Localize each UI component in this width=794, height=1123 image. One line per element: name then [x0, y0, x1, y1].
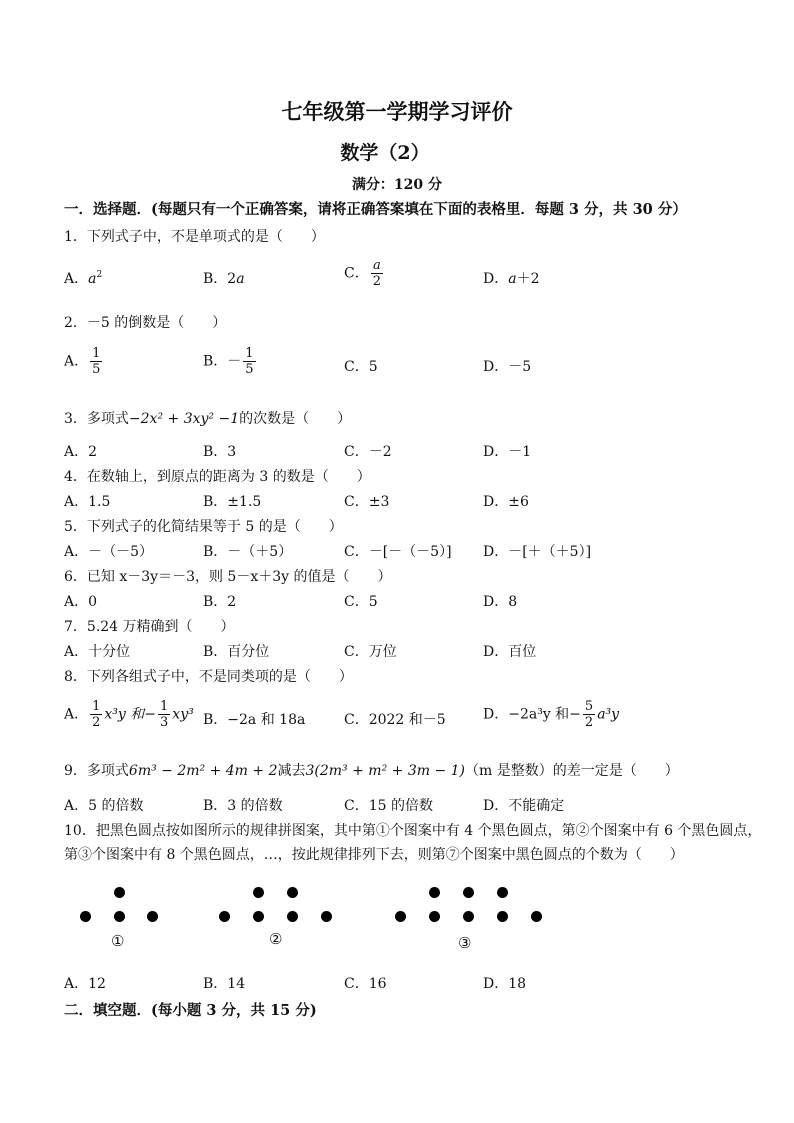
q1-c-den: 2	[372, 274, 381, 289]
q1-a-var: a	[88, 271, 97, 287]
q2-option-d: D．－5	[483, 359, 532, 375]
q1-d-var: a	[508, 271, 517, 287]
q2-b-den: 5	[245, 362, 254, 377]
q9-option-d: D．不能确定	[483, 798, 565, 814]
pattern-3-dot	[463, 911, 474, 922]
q2-a-num: 1	[92, 346, 101, 361]
q10-option-b: B．14	[203, 976, 246, 992]
q1-c-num: a	[371, 258, 383, 274]
pattern-3-dot	[497, 887, 508, 898]
q7-option-b: B．百分位	[203, 644, 270, 660]
q3-polynomial: −2x² + 3xy² −1	[128, 411, 240, 427]
question-1-stem: 1．下列式子中，不是单项式的是（ ）	[64, 229, 325, 245]
q10-option-d: D．18	[483, 976, 527, 992]
q3-stem-post: 的次数是（ ）	[239, 411, 352, 427]
q8-a-den2: 3	[160, 715, 169, 730]
pattern-2-label: ②	[269, 930, 283, 948]
q3-stem-pre: 3．多项式	[64, 411, 129, 427]
pattern-3-dot	[429, 887, 440, 898]
q1-d-label: D．	[483, 271, 509, 287]
q1-option-b	[203, 268, 245, 288]
question-4-stem: 4．在数轴上，到原点的距离为 3 的数是（ ）	[64, 469, 371, 485]
q7-option-c: C．万位	[344, 644, 397, 660]
q8-a-end: xy³	[172, 706, 194, 723]
q5-option-d: D．－[＋（＋5）]	[483, 544, 592, 560]
question-8-stem: 8．下列各组式子中，不是同类项的是（ ）	[64, 669, 353, 685]
q1-b-label: B．2	[203, 271, 237, 287]
q8-a-den1: 2	[92, 715, 101, 730]
q9-stem-post: （m 是整数）的差一定是（ ）	[465, 763, 679, 779]
q1-option-c	[344, 258, 385, 289]
q6-option-d: D．8	[483, 594, 518, 610]
question-5-stem: 5．下列式子的化简结果等于 5 的是（ ）	[64, 519, 343, 535]
q9-option-c: C．15 的倍数	[344, 798, 433, 814]
pattern-3-dot	[531, 911, 542, 922]
pattern-2-dot	[253, 911, 264, 922]
q8-a-mid: x³y 和−	[104, 706, 157, 723]
q1-option-d	[483, 268, 540, 288]
pattern-2-dot	[287, 911, 298, 922]
pattern-2-dot	[253, 887, 264, 898]
q8-d-fraction	[583, 699, 595, 730]
pattern-3-dot	[497, 911, 508, 922]
q1-d-rest: ＋2	[516, 271, 540, 287]
q2-a-fraction	[90, 346, 102, 377]
q9-stem-mid: 减去	[277, 763, 306, 779]
q6-option-c: C．5	[344, 594, 378, 610]
q7-option-d: D．百位	[483, 644, 537, 660]
q8-option-c: C．2022 和－5	[344, 712, 446, 728]
pattern-2-dot	[321, 911, 332, 922]
pattern-3-dot	[463, 887, 474, 898]
pattern-1-dot	[114, 911, 125, 922]
q9-polynomial-2: 3(2m³ + m² + 3m − 1)	[305, 763, 465, 779]
question-7-stem: 7．5.24 万精确到（ ）	[64, 619, 235, 635]
q8-option-a	[64, 699, 194, 730]
pattern-3-dot	[429, 911, 440, 922]
q8-a-fraction-1	[90, 699, 102, 730]
q1-a-exp: 2	[96, 270, 103, 280]
q7-option-a: A．十分位	[64, 644, 131, 660]
dot-pattern-figure	[64, 874, 564, 960]
q8-option-b: B．−2a 和 18a	[203, 712, 306, 728]
q2-option-c: C．5	[344, 359, 378, 375]
q1-option-a	[64, 268, 102, 288]
q3-option-c: C．－2	[344, 444, 392, 460]
question-10-line-2: 第③个图案中有 8 个黑色圆点，…，按此规律排列下去，则第⑦个图案中黑色圆点的个数为（ ）	[64, 847, 684, 863]
question-6-stem: 6．已知 x－3y＝－3，则 5－x＋3y 的值是（ ）	[64, 569, 392, 585]
q2-option-b	[203, 346, 258, 377]
q8-a-num1: 1	[92, 699, 101, 714]
section-two-heading: 二．填空题．(每小题 3 分，共 15 分)	[64, 1002, 317, 1019]
q2-a-den: 5	[92, 362, 101, 377]
q9-polynomial-1: 6m³ − 2m² + 4m + 2	[128, 763, 278, 779]
q5-option-b: B．－（＋5）	[203, 544, 293, 560]
q1-a-label: A．	[64, 271, 89, 287]
q8-d-end: a³y	[597, 706, 620, 723]
pattern-1-dot	[114, 887, 125, 898]
q8-d-label: D．−2a³y 和−	[483, 706, 581, 723]
q8-option-d	[483, 699, 619, 730]
exam-title: 七年级第一学期学习评价	[281, 99, 513, 124]
question-2-stem: 2．－5 的倒数是（ ）	[64, 315, 227, 331]
question-9-stem	[64, 760, 679, 780]
q8-a-fraction-2	[158, 699, 170, 730]
q2-option-a	[64, 346, 104, 377]
q1-c-fraction	[371, 258, 383, 289]
q6-option-b: B．2	[203, 594, 237, 610]
section-one-heading: 一．选择题．(每题只有一个正确答案，请将正确答案填在下面的表格里．每题 3 分，共 30 分）	[64, 201, 687, 218]
q4-option-d: D．±6	[483, 494, 529, 510]
q4-option-a: A．1.5	[64, 494, 111, 510]
q2-b-fraction	[243, 346, 255, 377]
q1-b-var: a	[236, 271, 245, 287]
q8-d-den: 2	[584, 715, 594, 730]
q9-stem-pre: 9．多项式	[64, 763, 129, 779]
q10-option-c: C．16	[344, 976, 387, 992]
q10-option-a: A．12	[64, 976, 106, 992]
pattern-1-label: ①	[111, 932, 125, 950]
q4-option-b: B．±1.5	[203, 494, 262, 510]
pattern-2-dot	[219, 911, 230, 922]
q9-option-a: A．5 的倍数	[64, 798, 144, 814]
pattern-1-dot	[80, 911, 91, 922]
q3-option-b: B．3	[203, 444, 237, 460]
q8-a-num2: 1	[160, 699, 169, 714]
q4-option-c: C．±3	[344, 494, 390, 510]
question-10-line-1: 10．把黑色圆点按如图所示的规律拼图案，其中第①个图案中有 4 个黑色圆点，第②个图案中有 6 个黑色圆点，	[64, 823, 762, 839]
q6-option-a: A．0	[64, 594, 98, 610]
q2-b-label: B．－	[203, 353, 242, 370]
q8-a-label: A．	[64, 706, 89, 723]
q9-option-b: B．3 的倍数	[203, 798, 283, 814]
q5-option-c: C．－[－（－5）]	[344, 544, 452, 560]
q1-c-label: C．	[344, 265, 369, 282]
question-3-stem	[64, 408, 351, 428]
q5-option-a: A．－（－5）	[64, 544, 154, 560]
q3-option-d: D．－1	[483, 444, 532, 460]
pattern-2-dot	[287, 887, 298, 898]
q2-a-label: A．	[64, 353, 89, 370]
pattern-3-dot	[395, 911, 406, 922]
subject-title: 数学（2）	[340, 142, 430, 164]
pattern-3-label: ③	[458, 934, 472, 952]
full-score: 满分：120 分	[351, 177, 443, 193]
q8-d-num: 5	[584, 699, 594, 714]
q2-b-num: 1	[245, 346, 254, 361]
q3-option-a: A．2	[64, 444, 98, 460]
pattern-1-dot	[147, 911, 158, 922]
